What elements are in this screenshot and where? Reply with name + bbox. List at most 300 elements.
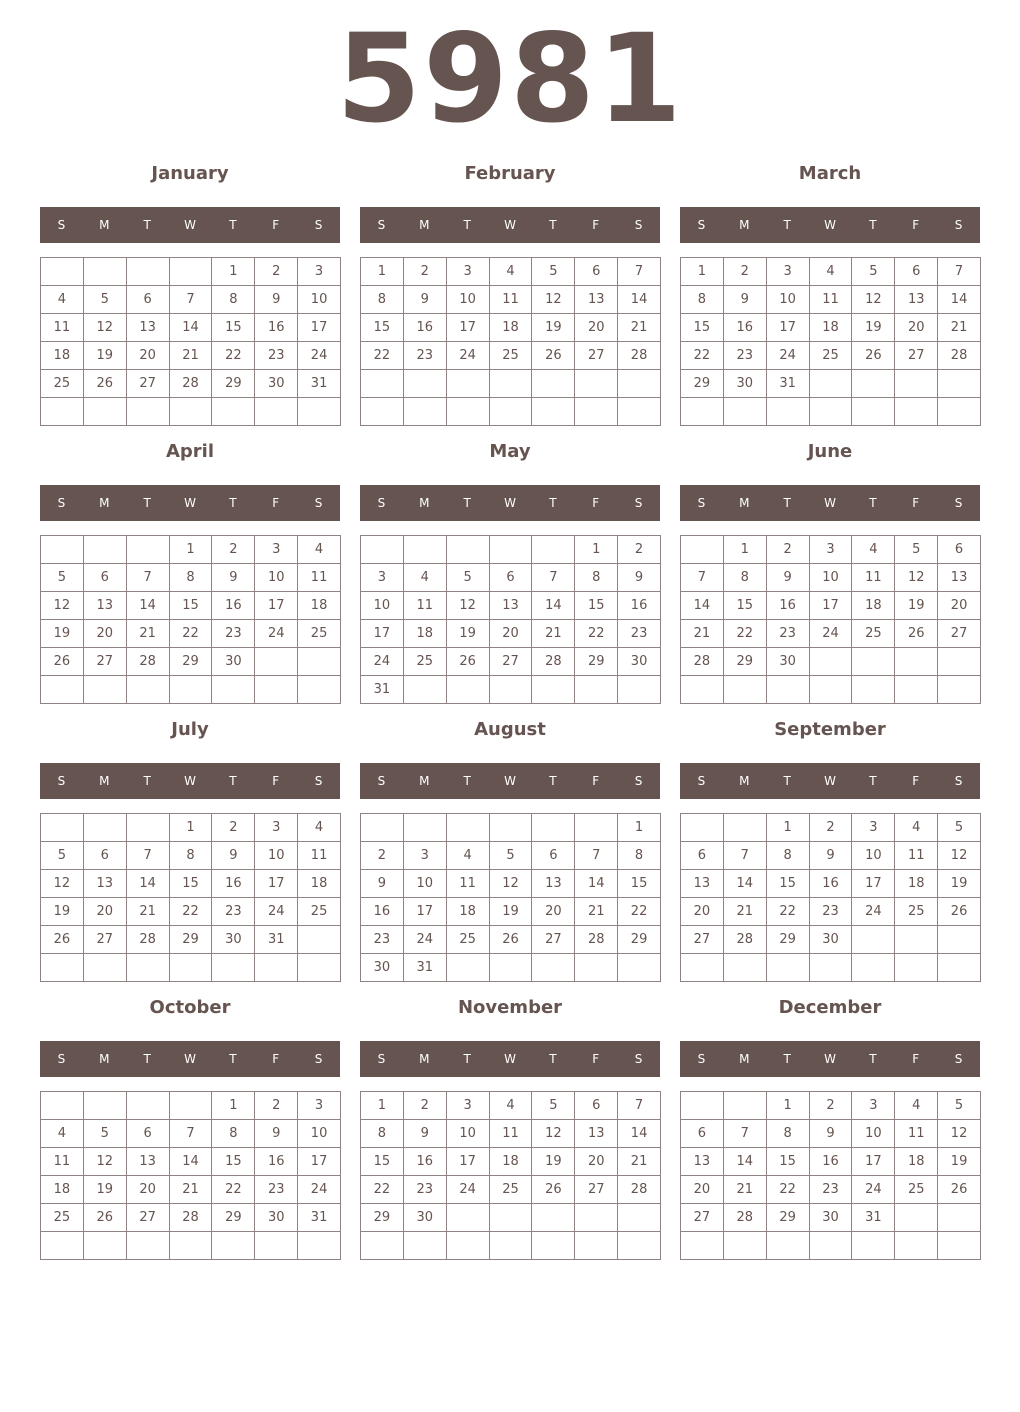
empty-cell (41, 398, 84, 426)
day-cell: 11 (852, 564, 895, 592)
day-cell: 15 (212, 1148, 255, 1176)
weekday-header (680, 763, 980, 799)
weekday-label: F (592, 1052, 600, 1066)
day-cell: 23 (810, 1176, 853, 1204)
day-cell: 22 (575, 620, 618, 648)
weekday-label: T (463, 1052, 471, 1066)
empty-cell (852, 648, 895, 676)
day-cell: 9 (810, 1120, 853, 1148)
day-cell: 28 (618, 342, 661, 370)
day-cell: 17 (404, 898, 447, 926)
weekday-label: W (504, 1052, 516, 1066)
day-cell: 10 (361, 592, 404, 620)
empty-cell (532, 370, 575, 398)
day-cell: 31 (255, 926, 298, 954)
day-cell: 7 (724, 1120, 767, 1148)
day-grid (360, 535, 661, 704)
day-cell: 7 (170, 286, 213, 314)
empty-cell (298, 954, 341, 982)
day-cell: 18 (490, 1148, 533, 1176)
day-cell: 27 (681, 926, 724, 954)
weekday-label: T (549, 218, 557, 232)
weekday-label: F (592, 496, 600, 510)
day-cell: 8 (724, 564, 767, 592)
empty-cell (84, 954, 127, 982)
weekday-header (360, 763, 660, 799)
day-cell: 5 (447, 564, 490, 592)
empty-cell (84, 814, 127, 842)
weekday-header (360, 485, 660, 521)
empty-cell (298, 1232, 341, 1260)
empty-cell (490, 536, 533, 564)
empty-cell (938, 648, 981, 676)
empty-cell (618, 954, 661, 982)
weekday-header (40, 1041, 340, 1077)
day-cell: 11 (41, 1148, 84, 1176)
day-cell: 29 (212, 1204, 255, 1232)
day-cell: 28 (127, 648, 170, 676)
month-name: July (171, 719, 209, 740)
day-cell: 26 (938, 1176, 981, 1204)
day-cell: 17 (361, 620, 404, 648)
day-grid (360, 1091, 661, 1260)
weekday-label: W (824, 774, 836, 788)
empty-cell (810, 1232, 853, 1260)
day-cell: 5 (938, 814, 981, 842)
day-cell: 19 (84, 1176, 127, 1204)
weekday-label: M (739, 774, 750, 788)
empty-cell (41, 536, 84, 564)
month-name: December (778, 997, 882, 1018)
day-cell: 6 (127, 286, 170, 314)
day-cell: 14 (724, 1148, 767, 1176)
day-cell: 7 (724, 842, 767, 870)
empty-cell (852, 676, 895, 704)
day-cell: 25 (895, 1176, 938, 1204)
day-cell: 3 (404, 842, 447, 870)
weekday-label: S (697, 1052, 706, 1066)
empty-cell (361, 536, 404, 564)
day-cell: 7 (532, 564, 575, 592)
day-cell: 21 (724, 1176, 767, 1204)
weekday-label: F (272, 218, 280, 232)
day-cell: 5 (895, 536, 938, 564)
empty-cell (447, 1204, 490, 1232)
day-cell: 18 (41, 342, 84, 370)
day-cell: 9 (361, 870, 404, 898)
month-name: January (151, 163, 229, 184)
empty-cell (532, 814, 575, 842)
empty-cell (532, 1204, 575, 1232)
year-title: 5981 (336, 8, 684, 150)
weekday-label: T (143, 774, 151, 788)
weekday-label: T (229, 496, 237, 510)
weekday-header (40, 207, 340, 243)
weekday-label: W (504, 774, 516, 788)
weekday-label: S (634, 496, 643, 510)
day-cell: 18 (298, 870, 341, 898)
empty-cell (127, 398, 170, 426)
empty-cell (127, 258, 170, 286)
weekday-label: F (592, 774, 600, 788)
day-cell: 13 (575, 1120, 618, 1148)
day-cell: 16 (212, 870, 255, 898)
weekday-label: T (229, 774, 237, 788)
empty-cell (767, 954, 810, 982)
day-cell: 27 (490, 648, 533, 676)
empty-cell (724, 814, 767, 842)
empty-cell (41, 1232, 84, 1260)
weekday-label: W (824, 218, 836, 232)
day-cell: 21 (532, 620, 575, 648)
weekday-label: W (184, 218, 196, 232)
day-cell: 1 (575, 536, 618, 564)
day-cell: 18 (298, 592, 341, 620)
day-cell: 27 (84, 648, 127, 676)
day-cell: 22 (681, 342, 724, 370)
day-cell: 11 (490, 286, 533, 314)
day-cell: 13 (490, 592, 533, 620)
day-cell: 17 (447, 314, 490, 342)
day-cell: 19 (447, 620, 490, 648)
weekday-label: S (57, 1052, 66, 1066)
day-cell: 31 (404, 954, 447, 982)
empty-cell (681, 676, 724, 704)
empty-cell (532, 398, 575, 426)
empty-cell (447, 370, 490, 398)
empty-cell (41, 1092, 84, 1120)
empty-cell (84, 676, 127, 704)
day-cell: 26 (532, 342, 575, 370)
day-cell: 16 (724, 314, 767, 342)
day-cell: 29 (724, 648, 767, 676)
day-cell: 10 (447, 1120, 490, 1148)
day-cell: 12 (532, 1120, 575, 1148)
empty-cell (447, 398, 490, 426)
day-cell: 9 (767, 564, 810, 592)
weekday-label: F (912, 218, 920, 232)
day-cell: 23 (724, 342, 767, 370)
day-cell: 1 (767, 1092, 810, 1120)
empty-cell (361, 1232, 404, 1260)
month-name: March (798, 163, 862, 184)
day-cell: 20 (532, 898, 575, 926)
day-cell: 24 (767, 342, 810, 370)
weekday-label: F (912, 774, 920, 788)
day-cell: 10 (767, 286, 810, 314)
day-cell: 6 (490, 564, 533, 592)
empty-cell (810, 676, 853, 704)
day-cell: 11 (404, 592, 447, 620)
day-cell: 21 (170, 1176, 213, 1204)
day-cell: 12 (41, 592, 84, 620)
day-cell: 25 (404, 648, 447, 676)
day-cell: 27 (938, 620, 981, 648)
day-cell: 14 (618, 286, 661, 314)
day-cell: 30 (810, 1204, 853, 1232)
day-cell: 9 (810, 842, 853, 870)
day-cell: 20 (575, 1148, 618, 1176)
day-cell: 7 (938, 258, 981, 286)
weekday-label: S (954, 496, 963, 510)
day-cell: 19 (938, 1148, 981, 1176)
day-cell: 23 (404, 342, 447, 370)
day-cell: 12 (852, 286, 895, 314)
day-cell: 3 (767, 258, 810, 286)
weekday-label: T (869, 774, 877, 788)
day-cell: 20 (84, 620, 127, 648)
day-cell: 23 (767, 620, 810, 648)
empty-cell (84, 1232, 127, 1260)
day-cell: 21 (170, 342, 213, 370)
weekday-label: S (954, 218, 963, 232)
day-cell: 5 (532, 258, 575, 286)
day-cell: 24 (810, 620, 853, 648)
month-name: June (807, 441, 853, 462)
weekday-label: W (824, 1052, 836, 1066)
day-cell: 20 (681, 898, 724, 926)
day-cell: 3 (852, 814, 895, 842)
weekday-label: S (634, 1052, 643, 1066)
day-cell: 23 (810, 898, 853, 926)
empty-cell (298, 648, 341, 676)
day-cell: 9 (212, 842, 255, 870)
day-cell: 8 (767, 1120, 810, 1148)
weekday-label: M (739, 218, 750, 232)
empty-cell (255, 1232, 298, 1260)
empty-cell (404, 536, 447, 564)
day-cell: 24 (255, 620, 298, 648)
empty-cell (490, 676, 533, 704)
empty-cell (447, 676, 490, 704)
day-cell: 14 (170, 1148, 213, 1176)
weekday-label: S (57, 218, 66, 232)
day-cell: 29 (361, 1204, 404, 1232)
empty-cell (255, 648, 298, 676)
day-cell: 16 (212, 592, 255, 620)
weekday-label: S (314, 218, 323, 232)
day-cell: 22 (170, 620, 213, 648)
empty-cell (490, 398, 533, 426)
weekday-label: S (697, 774, 706, 788)
weekday-label: S (57, 496, 66, 510)
day-cell: 3 (361, 564, 404, 592)
month-name: August (474, 719, 546, 740)
empty-cell (895, 370, 938, 398)
day-cell: 24 (447, 1176, 490, 1204)
day-cell: 28 (532, 648, 575, 676)
empty-cell (170, 954, 213, 982)
empty-cell (490, 954, 533, 982)
day-cell: 2 (404, 258, 447, 286)
day-cell: 6 (127, 1120, 170, 1148)
day-cell: 5 (41, 564, 84, 592)
day-cell: 23 (361, 926, 404, 954)
day-cell: 5 (84, 1120, 127, 1148)
day-cell: 9 (404, 286, 447, 314)
day-cell: 27 (681, 1204, 724, 1232)
weekday-label: S (634, 774, 643, 788)
empty-cell (127, 536, 170, 564)
day-cell: 3 (810, 536, 853, 564)
day-cell: 18 (895, 870, 938, 898)
day-cell: 24 (255, 898, 298, 926)
day-cell: 26 (41, 926, 84, 954)
day-cell: 21 (618, 1148, 661, 1176)
empty-cell (404, 814, 447, 842)
weekday-label: W (824, 496, 836, 510)
day-cell: 2 (810, 814, 853, 842)
day-cell: 7 (170, 1120, 213, 1148)
day-cell: 19 (532, 1148, 575, 1176)
weekday-label: S (377, 496, 386, 510)
day-cell: 10 (298, 286, 341, 314)
day-cell: 27 (575, 342, 618, 370)
empty-cell (127, 1232, 170, 1260)
day-cell: 12 (490, 870, 533, 898)
weekday-label: W (184, 774, 196, 788)
day-grid (40, 1091, 341, 1260)
day-cell: 29 (575, 648, 618, 676)
day-cell: 28 (618, 1176, 661, 1204)
empty-cell (404, 398, 447, 426)
day-grid (680, 813, 981, 982)
day-cell: 25 (298, 620, 341, 648)
weekday-label: M (99, 218, 110, 232)
day-cell: 29 (170, 648, 213, 676)
day-cell: 21 (575, 898, 618, 926)
empty-cell (724, 676, 767, 704)
day-cell: 21 (724, 898, 767, 926)
day-cell: 17 (852, 870, 895, 898)
weekday-label: M (419, 218, 430, 232)
day-cell: 18 (41, 1176, 84, 1204)
month-name: May (489, 441, 531, 462)
day-cell: 13 (127, 314, 170, 342)
day-cell: 21 (127, 898, 170, 926)
weekday-label: W (504, 218, 516, 232)
weekday-header (360, 207, 660, 243)
day-cell: 13 (575, 286, 618, 314)
day-cell: 14 (127, 592, 170, 620)
weekday-label: M (419, 774, 430, 788)
day-cell: 4 (41, 1120, 84, 1148)
day-cell: 21 (938, 314, 981, 342)
empty-cell (170, 398, 213, 426)
empty-cell (618, 1232, 661, 1260)
empty-cell (681, 536, 724, 564)
day-cell: 16 (767, 592, 810, 620)
empty-cell (575, 398, 618, 426)
weekday-label: T (143, 496, 151, 510)
empty-cell (810, 398, 853, 426)
day-cell: 17 (447, 1148, 490, 1176)
day-cell: 5 (84, 286, 127, 314)
day-grid (680, 535, 981, 704)
day-cell: 30 (255, 1204, 298, 1232)
empty-cell (852, 398, 895, 426)
day-cell: 11 (490, 1120, 533, 1148)
empty-cell (212, 1232, 255, 1260)
day-cell: 30 (767, 648, 810, 676)
day-cell: 3 (255, 536, 298, 564)
empty-cell (810, 370, 853, 398)
day-cell: 23 (212, 898, 255, 926)
day-cell: 23 (255, 1176, 298, 1204)
day-cell: 17 (255, 592, 298, 620)
day-cell: 2 (404, 1092, 447, 1120)
day-cell: 29 (681, 370, 724, 398)
weekday-label: S (314, 774, 323, 788)
day-cell: 13 (84, 870, 127, 898)
day-cell: 8 (212, 286, 255, 314)
weekday-label: S (57, 774, 66, 788)
day-cell: 15 (681, 314, 724, 342)
day-cell: 7 (127, 564, 170, 592)
day-cell: 3 (852, 1092, 895, 1120)
empty-cell (127, 814, 170, 842)
day-cell: 6 (84, 564, 127, 592)
empty-cell (127, 954, 170, 982)
day-cell: 16 (361, 898, 404, 926)
day-cell: 31 (852, 1204, 895, 1232)
day-cell: 16 (810, 1148, 853, 1176)
day-cell: 5 (852, 258, 895, 286)
empty-cell (938, 370, 981, 398)
day-cell: 8 (170, 842, 213, 870)
month-name: February (464, 163, 556, 184)
day-cell: 4 (41, 286, 84, 314)
day-cell: 9 (212, 564, 255, 592)
weekday-label: T (463, 774, 471, 788)
empty-cell (212, 954, 255, 982)
day-cell: 29 (170, 926, 213, 954)
day-cell: 3 (298, 258, 341, 286)
day-cell: 20 (575, 314, 618, 342)
day-cell: 11 (447, 870, 490, 898)
day-cell: 14 (532, 592, 575, 620)
weekday-label: T (869, 1052, 877, 1066)
day-cell: 8 (618, 842, 661, 870)
empty-cell (618, 370, 661, 398)
day-cell: 14 (618, 1120, 661, 1148)
day-cell: 27 (127, 1204, 170, 1232)
empty-cell (938, 676, 981, 704)
empty-cell (84, 258, 127, 286)
empty-cell (575, 954, 618, 982)
day-cell: 1 (724, 536, 767, 564)
weekday-label: S (377, 218, 386, 232)
day-cell: 27 (84, 926, 127, 954)
empty-cell (681, 814, 724, 842)
day-cell: 5 (532, 1092, 575, 1120)
empty-cell (575, 370, 618, 398)
day-cell: 25 (447, 926, 490, 954)
empty-cell (490, 814, 533, 842)
day-grid (40, 257, 341, 426)
day-cell: 26 (532, 1176, 575, 1204)
day-cell: 20 (895, 314, 938, 342)
month-name: November (457, 997, 563, 1018)
weekday-header (680, 207, 980, 243)
weekday-header (680, 485, 980, 521)
day-cell: 19 (895, 592, 938, 620)
day-cell: 15 (575, 592, 618, 620)
empty-cell (681, 398, 724, 426)
weekday-label: T (783, 774, 791, 788)
day-cell: 7 (127, 842, 170, 870)
day-cell: 1 (767, 814, 810, 842)
